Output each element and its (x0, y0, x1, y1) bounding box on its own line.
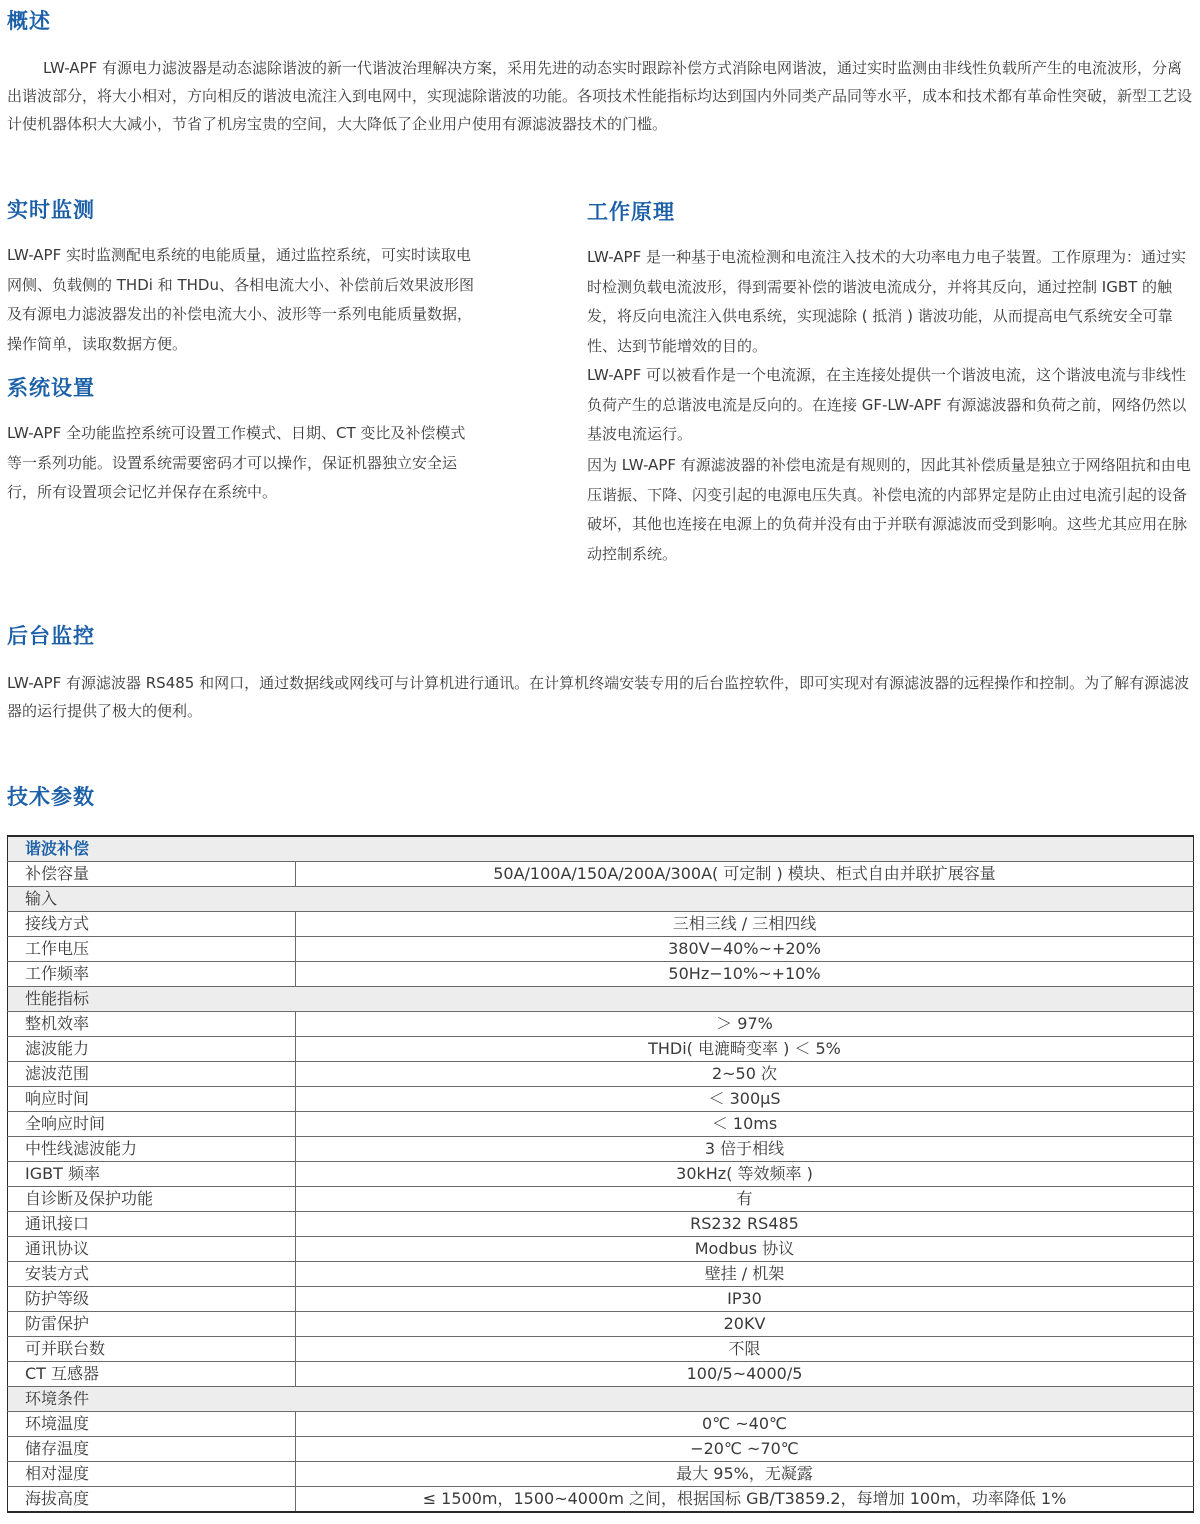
spec-label: 通讯协议 (8, 1237, 296, 1262)
spec-value: ≤ 1500m，1500~4000m 之间，根据国标 GB/T3859.2，每增加 100m，功率降低 1% (296, 1487, 1194, 1513)
spec-label: 安装方式 (8, 1262, 296, 1287)
spec-value: 50A/100A/150A/200A/300A( 可定制 ) 模块、柜式自由并联扩展容量 (296, 862, 1194, 887)
spec-row (8, 1087, 1194, 1112)
spec-value: RS232 RS485 (296, 1212, 1194, 1237)
spec-label: 全响应时间 (8, 1112, 296, 1137)
spec-value: Modbus 协议 (296, 1237, 1194, 1262)
spec-label: 中性线滤波能力 (8, 1137, 296, 1162)
monitoring-paragraph: LW-APF 实时监测配电系统的电能质量，通过监控系统，可实时读取电网侧、负载侧的 THDi 和 THDu、各相电流大小、补偿前后效果波形图及有源电力滤波器发出的补偿电流大小、波形等一系列电能质量数据，操作简单，读取数据方便。 (7, 246, 474, 353)
spec-group-row (8, 1387, 1194, 1412)
spec-row (8, 862, 1194, 887)
spec-value: 最大 95%，无凝露 (296, 1462, 1194, 1487)
spec-row (8, 1037, 1194, 1062)
spec-row (8, 1362, 1194, 1387)
spec-group-row (8, 987, 1194, 1012)
principle-paragraph-1: LW-APF 是一种基于电流检测和电流注入技术的大功率电力电子装置。工作原理为：通过实时检测负载电流波形，得到需要补偿的谐波电流成分，并将其反向，通过控制 IGBT 的触发，将反向电流注入供电系统，实现滤除 ( 抵消 ) 谐波功能，从而提高电气系统安全可靠性、达到节能增效的目的。 (587, 248, 1186, 355)
spec-group-label: 谐波补偿 (8, 836, 1194, 862)
spec-value: 壁挂 / 机架 (296, 1262, 1194, 1287)
spec-value: THDi( 电漉畸变率 ) ＜ 5% (296, 1037, 1194, 1062)
spec-row (8, 1487, 1194, 1513)
spec-label: 可并联台数 (8, 1337, 296, 1362)
spec-group-label: 性能指标 (8, 987, 1194, 1012)
spec-label: 整机效率 (8, 1012, 296, 1037)
principle-heading: 工作原理 (587, 200, 675, 224)
spec-row (8, 1062, 1194, 1087)
overview-paragraph: LW-APF 有源电力滤波器是动态滤除谐波的新一代谐波治理解决方案，采用先进的动态实时跟踪补偿方式消除电网谐波，通过实时监测由非线性负载所产生的电流波形，分离出谐波部分，将大小相对，方向相反的谐波电流注入到电网中，实现滤除谐波的功能。各项技术性能指标均达到国内外同类产品同等水平，成本和技术都有革命性突破，新型工艺设计使机器体积大大减小，节省了机房宝贵的空间，大大降低了企业用户使用有源滤波器技术的门槛。 (7, 59, 1193, 133)
spec-value: ＞ 97% (296, 1012, 1194, 1037)
principle-paragraph-2: LW-APF 可以被看作是一个电流源，在主连接处提供一个谐波电流，这个谐波电流与非线性负荷产生的总谐波电流是反向的。在连接 GF-LW-APF 有源滤波器和负荷之前，网络仍然以基波电流运行。 (587, 366, 1187, 443)
spec-row (8, 1412, 1194, 1437)
settings-paragraph: LW-APF 全功能监控系统可设置工作模式、日期、CT 变比及补偿模式等一系列功能。设置系统需要密码才可以操作，保证机器独立安全运行，所有设置项会记忆并保存在系统中。 (7, 424, 466, 501)
spec-row (8, 1337, 1194, 1362)
spec-row (8, 1112, 1194, 1137)
spec-label: 接线方式 (8, 912, 296, 937)
spec-row (8, 912, 1194, 937)
spec-group-row (8, 887, 1194, 912)
overview-heading: 概述 (7, 9, 51, 33)
spec-label: 工作频率 (8, 962, 296, 987)
spec-label: 相对湿度 (8, 1462, 296, 1487)
monitoring-heading: 实时监测 (7, 198, 95, 222)
spec-label: 响应时间 (8, 1087, 296, 1112)
spec-row (8, 1312, 1194, 1337)
spec-row (8, 1437, 1194, 1462)
backend-heading: 后台监控 (7, 624, 95, 648)
spec-label: 通讯接口 (8, 1212, 296, 1237)
spec-value: 380V−40%~+20% (296, 937, 1194, 962)
spec-value: 有 (296, 1187, 1194, 1212)
spec-value: 20KV (296, 1312, 1194, 1337)
spec-value: −20℃ ~70℃ (296, 1437, 1194, 1462)
spec-row (8, 1012, 1194, 1037)
spec-label: 滤波能力 (8, 1037, 296, 1062)
spec-label: 补偿容量 (8, 862, 296, 887)
spec-value: 三相三线 / 三相四线 (296, 912, 1194, 937)
spec-label: 防护等级 (8, 1287, 296, 1312)
specs-table-body (8, 836, 1194, 1512)
spec-value: 30kHz( 等效频率 ) (296, 1162, 1194, 1187)
spec-row (8, 1162, 1194, 1187)
spec-label: 自诊断及保护功能 (8, 1187, 296, 1212)
backend-paragraph: LW-APF 有源滤波器 RS485 和网口，通过数据线或网线可与计算机进行通讯。在计算机终端安装专用的后台监控软件，即可实现对有源滤波器的远程操作和控制。为了解有源滤波器的运行提供了极大的便利。 (7, 674, 1190, 720)
spec-label: 储存温度 (8, 1437, 296, 1462)
spec-row (8, 1262, 1194, 1287)
spec-row (8, 1237, 1194, 1262)
spec-label: 海拔高度 (8, 1487, 296, 1513)
spec-value: 2~50 次 (296, 1062, 1194, 1087)
spec-row (8, 1187, 1194, 1212)
specs-heading: 技术参数 (7, 785, 95, 809)
spec-value: IP30 (296, 1287, 1194, 1312)
spec-label: IGBT 频率 (8, 1162, 296, 1187)
spec-value: 100/5~4000/5 (296, 1362, 1194, 1387)
spec-value: 0℃ ~40℃ (296, 1412, 1194, 1437)
spec-value: ＜ 10ms (296, 1112, 1194, 1137)
specs-table (7, 835, 1194, 1513)
spec-value: 不限 (296, 1337, 1194, 1362)
spec-value: 50Hz−10%~+10% (296, 962, 1194, 987)
spec-row (8, 937, 1194, 962)
spec-group-label: 输入 (8, 887, 1194, 912)
spec-value: 3 倍于相线 (296, 1137, 1194, 1162)
spec-row (8, 1212, 1194, 1237)
principle-paragraph-3: 因为 LW-APF 有源滤波器的补偿电流是有规则的，因此其补偿质量是独立于网络阻抗和由电压谐振、下降、闪变引起的电源电压失真。补偿电流的内部界定是防止由过电流引起的设备破坏，其他也连接在电源上的负荷并没有由于并联有源滤波而受到影响。这些尤其应用在脉动控制系统。 (587, 456, 1191, 563)
spec-row (8, 962, 1194, 987)
spec-group-row (8, 836, 1194, 862)
spec-group-label: 环境条件 (8, 1387, 1194, 1412)
spec-label: 工作电压 (8, 937, 296, 962)
spec-label: 环境温度 (8, 1412, 296, 1437)
spec-row (8, 1137, 1194, 1162)
spec-label: 滤波范围 (8, 1062, 296, 1087)
spec-row (8, 1462, 1194, 1487)
spec-label: CT 互感器 (8, 1362, 296, 1387)
spec-row (8, 1287, 1194, 1312)
settings-heading: 系统设置 (7, 376, 95, 400)
spec-label: 防雷保护 (8, 1312, 296, 1337)
spec-value: ＜ 300μS (296, 1087, 1194, 1112)
